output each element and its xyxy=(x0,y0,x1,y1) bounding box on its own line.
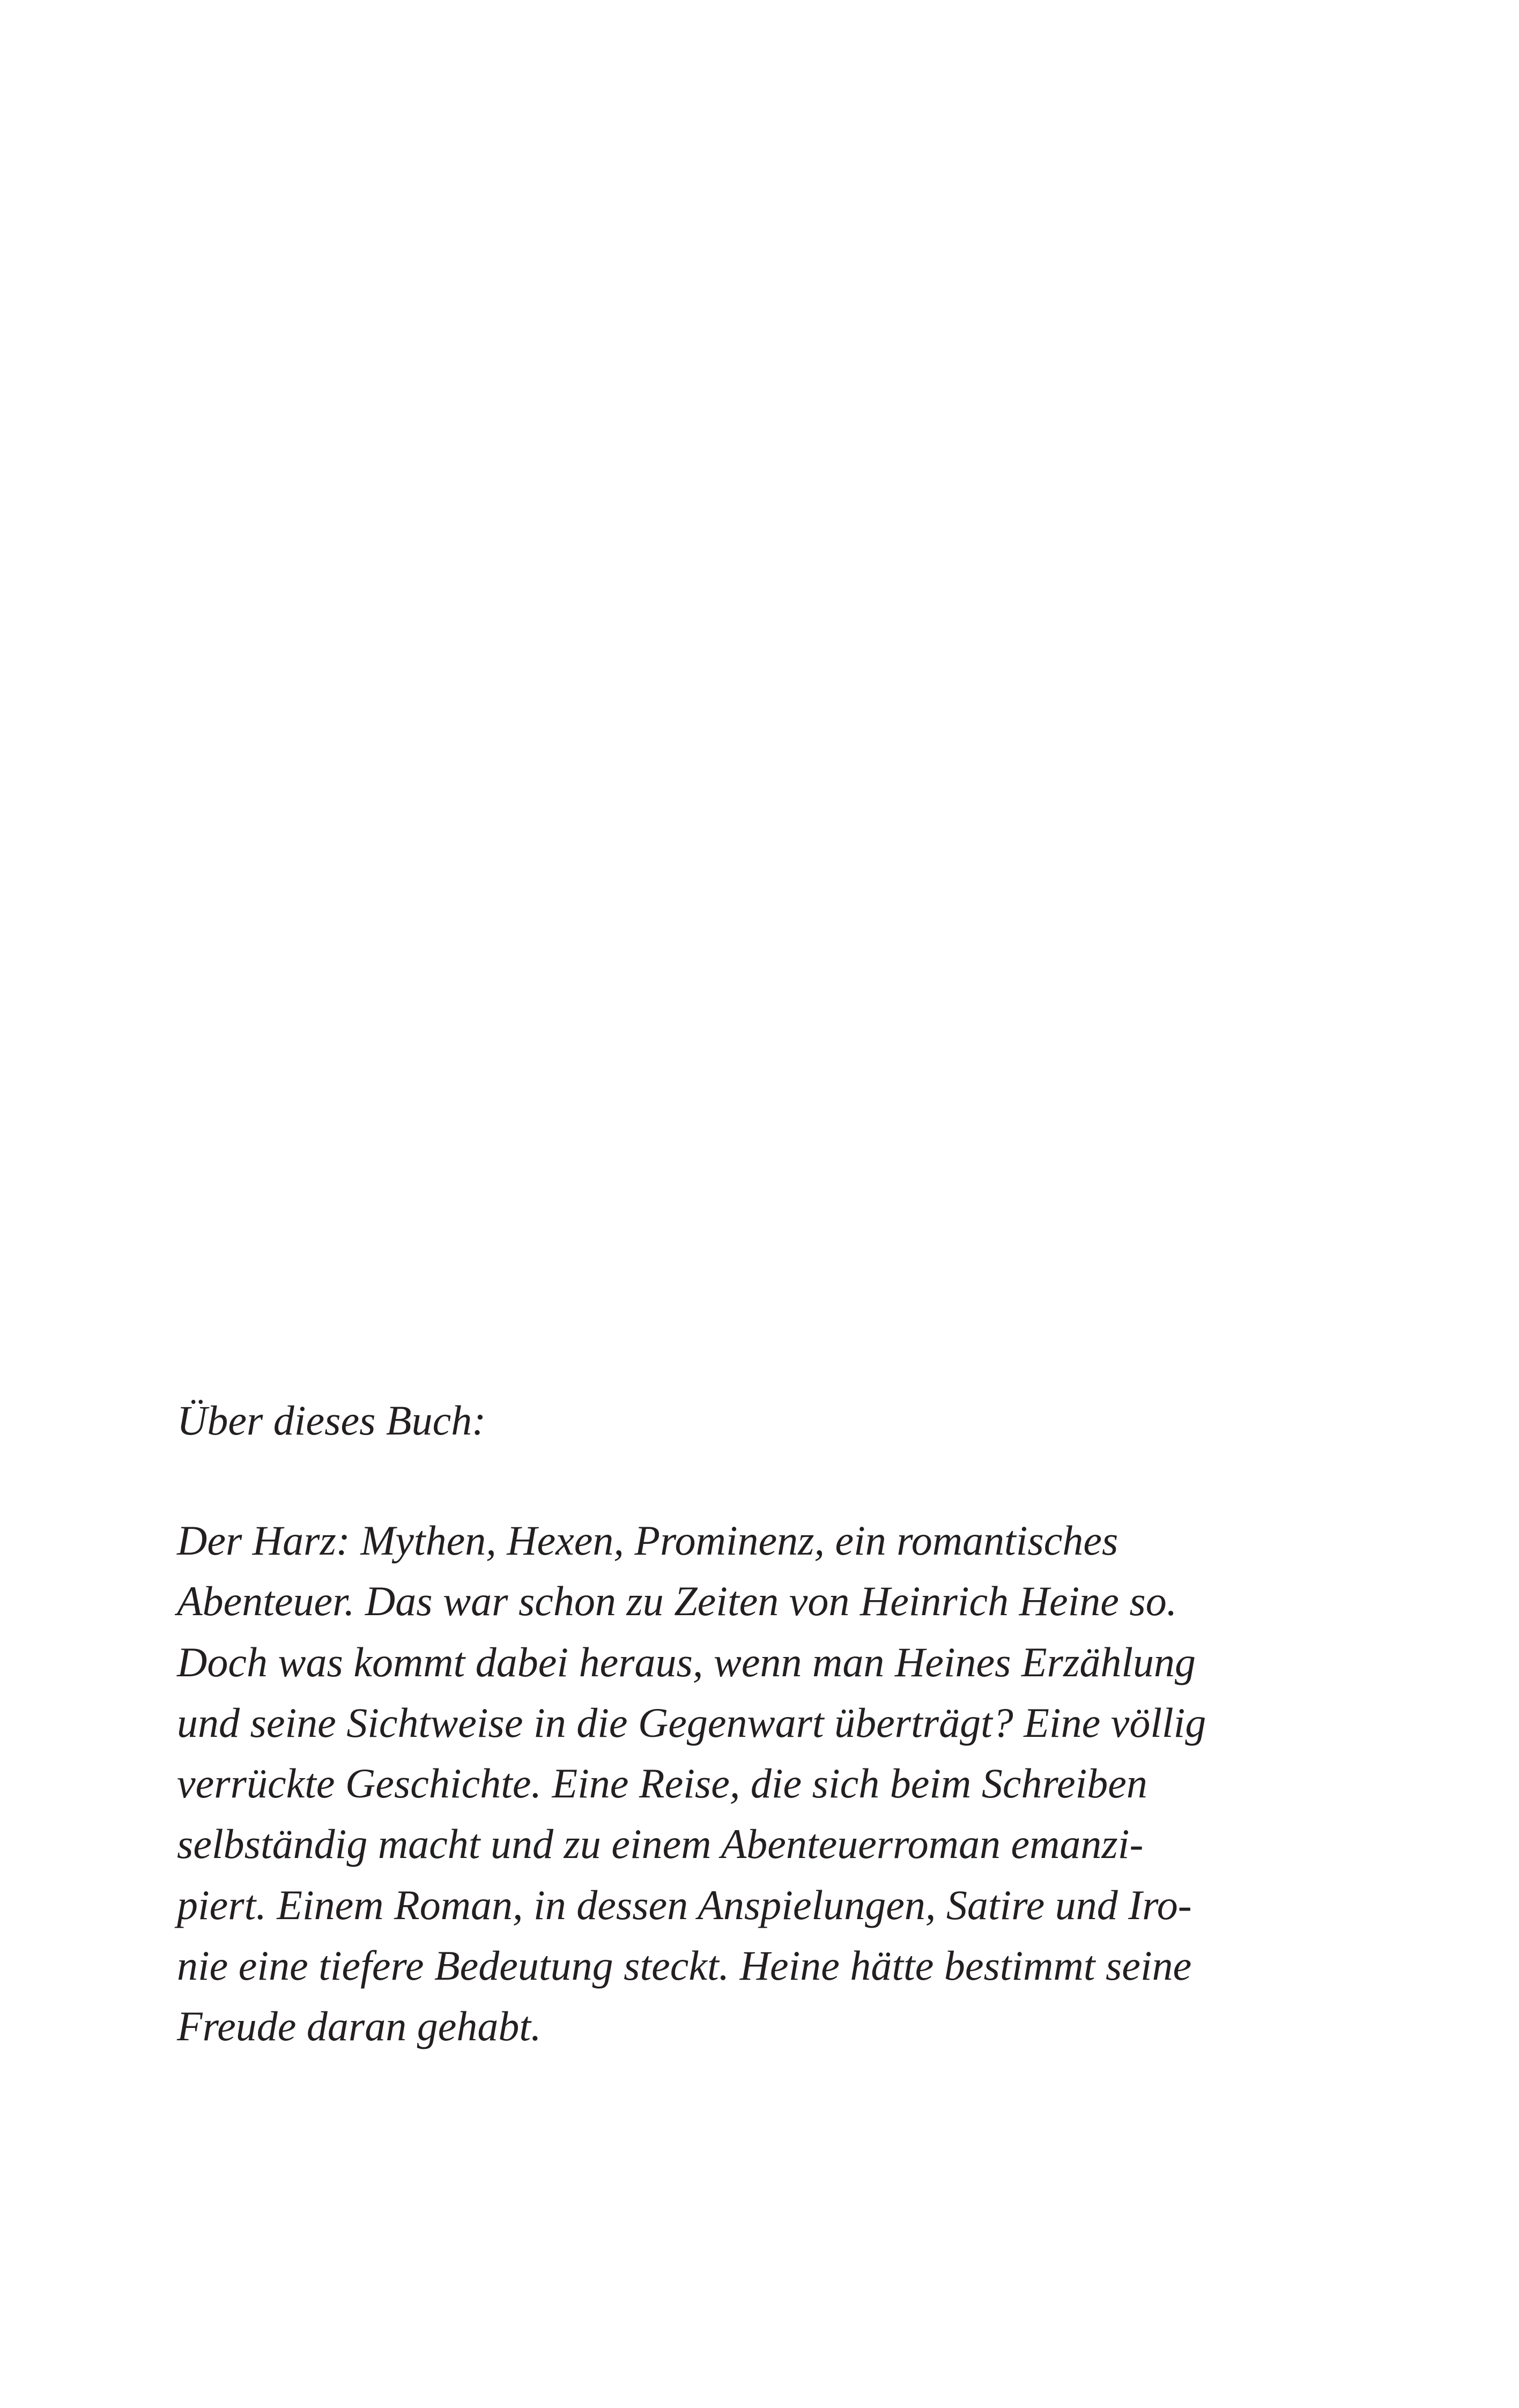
blurb-line: Freude daran gehabt. xyxy=(177,2003,542,2050)
book-blurb xyxy=(177,1510,1206,2057)
blurb-line: piert. Einem Roman, in dessen Anspielungen, Satire und Iro- xyxy=(177,1881,1192,1928)
blurb-line: Doch was kommt dabei heraus, wenn man Heines Erzählung xyxy=(177,1638,1196,1685)
blurb-line: nie eine tiefere Bedeutung steckt. Heine hätte bestimmt seine xyxy=(177,1942,1192,1989)
about-book-section xyxy=(177,1391,1249,2050)
blurb-line: verrückte Geschichte. Eine Reise, die sich beim Schreiben xyxy=(177,1760,1147,1807)
blurb-line: Abenteuer. Das war schon zu Zeiten von Heinrich Heine so. xyxy=(177,1578,1177,1625)
section-heading: Über dieses Buch: xyxy=(177,1397,486,1444)
blurb-line: selbständig macht und zu einem Abenteuerroman emanzi- xyxy=(177,1820,1144,1868)
blurb-line: Der Harz: Mythen, Hexen, Prominenz, ein romantisches xyxy=(177,1517,1118,1564)
blurb-line: und seine Sichtweise in die Gegenwart überträgt? Eine völlig xyxy=(177,1699,1206,1746)
